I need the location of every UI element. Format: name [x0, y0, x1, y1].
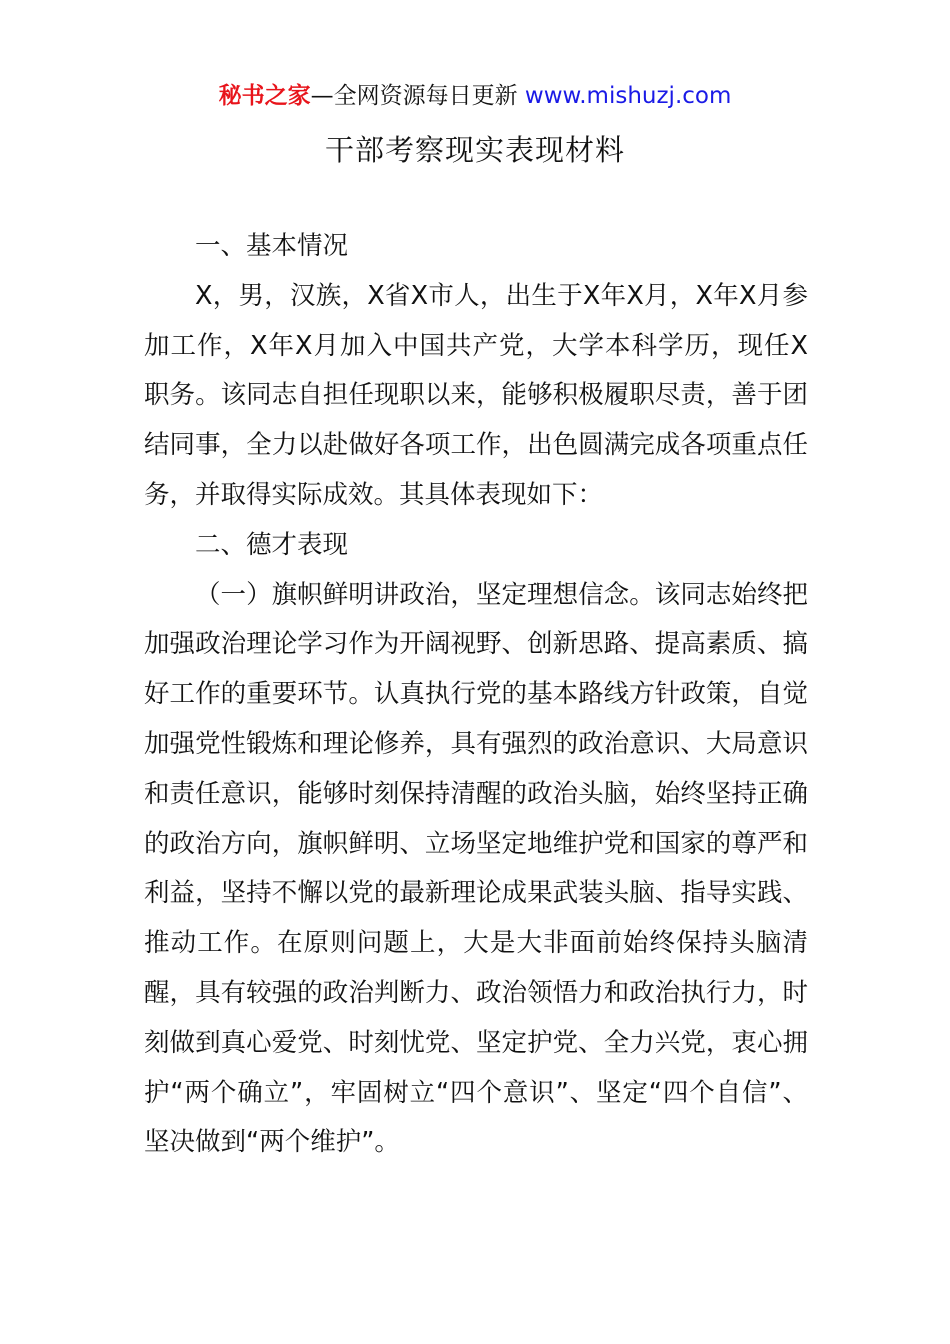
- paragraph-basic-info: X，男，汉族，X省X市人，出生于X年X月，X年X月参加工作，X年X月加入中国共产党，大学本科学历，现任X职务。该同志自担任现职以来，能够积极履职尽责，善于团结同事，全力以赴做好各项工作，出色圆满完成各项重点任务，并取得实际成效。其具体表现如下：: [144, 280, 808, 510]
- site-url-link[interactable]: www.mishuzj.com: [524, 83, 732, 109]
- section-heading-basic-info: 一、基本情况: [195, 231, 349, 261]
- document-title: 干部考察现实表现材料: [324, 133, 625, 167]
- section-heading-performance: 二、德才表现: [195, 529, 349, 560]
- paragraph-political: （一）旗帜鲜明讲政治，坚定理想信念。该同志始终把加强政治理论学习作为开阔视野、创新思路、提高素质、搞好工作的重要环节。认真执行党的基本路线方针政策，自觉加强党性锻炼和理论修养，具有强烈的政治意识、大局意识和责任意识，能够时刻保持清醒的政治头脑，始终坚持正确的政治方向，旗帜鲜明、立场坚定地维护党和国家的尊严和利益，坚持不懈以党的最新理论成果武装头脑、指导实践、推动工作。在原则问题上，大是大非面前始终保持头脑清醒，具有较强的政治判断力、政治领悟力和政治执行力，时刻做到真心爱党、时刻忧党、坚定护党、全力兴党，衷心拥护“两个确立”，牢固树立“四个意识”、坚定“四个自信”、坚决做到“两个维护”。: [144, 579, 808, 1158]
- site-slogan: —全网资源每日更新: [310, 83, 525, 109]
- site-brand: 秘书之家: [218, 83, 311, 109]
- document-body: [144, 222, 808, 1168]
- site-header: [0, 80, 950, 112]
